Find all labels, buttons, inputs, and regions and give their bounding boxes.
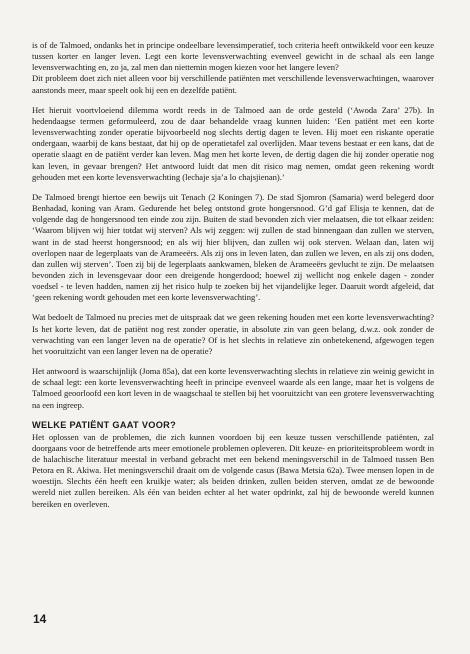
- paragraph-3: Het hieruit voortvloeiend dilemma wordt reeds in de Talmoed aan de orde gesteld (‘Awoda Zara’ 27b). In hedendaagse termen geformuleerd, zou de daar behandelde vraag kunnen luiden: ‘Een patiënt met een korte levensverwachting zonder operatie bijvoorbeeld nog slechts dertig dagen te leven. Hij moet een riskante operatie ondergaan, waarbij de kans bestaat, dat hij op de operatietafel zal overlijden. Maar tevens bestaat er een kans, dat de operatie slaagt en de patiënt verder kan leven. Mag men het korte leven, de dertig dagen die hij zonder operatie nog kan leven, in gevaar brengen? Het antwoord luidt dat men dit risico mag nemen, omdat geen rekening wordt gehouden met een korte levensverwachting (lechaje sja’a lo chajsjienan).’: [32, 104, 434, 182]
- page-number: 14: [33, 612, 47, 626]
- paragraph-4: De Talmoed brengt hiertoe een bewijs uit Tenach (2 Koningen 7). De stad Sjomron (Samaria) werd belegerd door Benhadad, koning van Aram. Gedurende het beleg ontstond grote hongersnood. G’d gaf Elisja te kennen, dat de volgende dag de hongersnood ten einde zou zijn. Buiten de stad bevonden zich vier melaatsen, die tot elkaar zeiden: ‘Waarom blijven wij hier totdat wij sterven? Als wij zeggen: wij zullen de stad binnengaan dan zullen we sterven, want in de stad heerst hongersnood; en als wij hier blijven, dan zullen wij ook sterven. Welaan dan, laten wij overlopen naar de legerplaats van de Arameeërs. Als zij ons in leven laten, dan zullen we leven, en als zij ons doden, dan zullen wij sterven’. Toen zij bij de legerplaats aankwamen, bleken de Arameeërs gevlucht te zijn. De melaatsen bevonden zich in levensgevaar door een dreigende hongerdood; hoewel zij wellicht nog enkele dagen - zonder voedsel - te leven hadden, namen zij het risico hulp te zoeken bij het vijandelijke leger. Daaruit wordt afgeleid, dat ‘geen rekening wordt gehouden met een korte levensverwachting’.: [32, 191, 434, 303]
- section-heading: WELKE PATIËNT GAAT VOOR?: [32, 419, 176, 430]
- paragraph-2: Dit probleem doet zich niet alleen voor bij verschillende patiënten met verschillende levensverwachtingen, waarover aanstonds meer, maar speelt ook bij een en dezelfde patiënt.: [32, 73, 434, 95]
- paragraph-1: is of de Talmoed, ondanks het in principe ondeelbare levensimperatief, toch criteria heeft ontwikkeld voor een keuze tussen korter en langer leven. Legt een korte levensverwachting evenveel gewicht in de schaal als een lange levensverwachting en, zo ja, zal men dan niettemin mogen kiezen voor het langere leven?: [32, 40, 434, 73]
- paragraph-7: Het oplossen van de problemen, die zich kunnen voordoen bij een keuze tussen verschillende patiënten, zal doorgaans voor de betreffende arts meer emotionele problemen opleveren. Dit keuze- en prioriteitsprobleem wordt in de halachische literatuur meestal in verband gebracht met een bekend meningsverschil in de Talmoed tussen Ben Petora en R. Akiwa. Het meningsverschil draait om de volgende casus (Bawa Metsia 62a). Twee mensen lopen in de woestijn. Slechts één heeft een kruikje water; als beiden drinken, zullen beiden sterven, omdat ze de bewoonde wereld niet zullen bereiken. Als één van beiden echter al het water opdrinkt, zal hij de bewoonde wereld kunnen bereiken en overleven.: [32, 431, 434, 509]
- paragraph-5: Wat bedoelt de Talmoed nu precies met de uitspraak dat we geen rekening houden met een korte levensverwachting? Is het korte leven, dat de patiënt nog rest zonder operatie, in absolute zin van geen belang, d.w.z. ook zonder de verwachting van een langer leven na de operatie? Of is het slechts in relatieve zin onbetekenend, afgewogen tegen het vooruitzicht van een langer leven na de operatie?: [32, 312, 434, 356]
- paragraph-6: Het antwoord is waarschijnlijk (Joma 85a), dat een korte levensverwachting slechts in relatieve zin weinig gewicht in de schaal legt: een korte levensverwachting heeft in principe evenveel waarde als een lange, maar het is volgens de Talmoed geoorloofd een kort leven in de waagschaal te stellen bij het vooruitzicht van een grotere levensverwachting na een ingreep.: [32, 366, 434, 410]
